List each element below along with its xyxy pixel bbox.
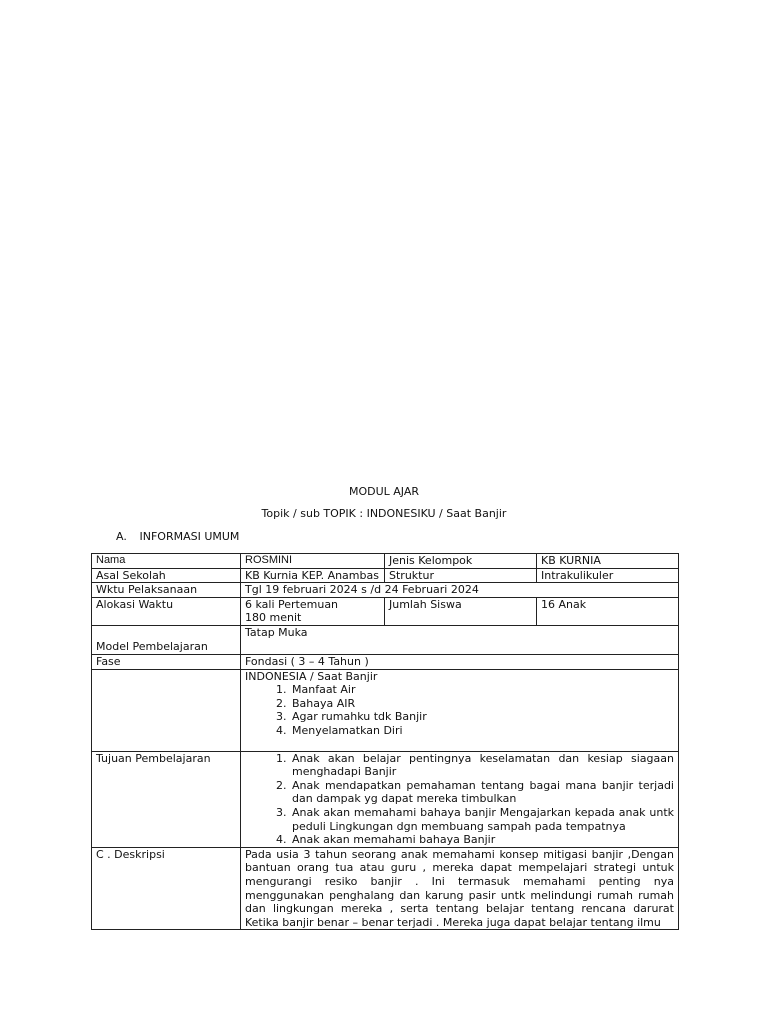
struktur-value: Intrakulikuler — [537, 568, 679, 583]
asal-value: KB Kurnia KEP. Anambas — [241, 568, 385, 583]
table-row — [92, 583, 679, 598]
table-row — [92, 751, 679, 847]
table-row — [92, 654, 679, 669]
tujuan-cell — [241, 751, 679, 847]
table-row — [92, 554, 679, 569]
model-label-cell — [92, 625, 241, 654]
waktu-value: Tgl 19 februari 2024 s /d 24 Februari 2024 — [241, 583, 679, 598]
topik-label-cell — [92, 669, 241, 751]
list-item: 2. Bahaya AIR — [290, 697, 674, 711]
alokasi-label: Alokasi Waktu — [92, 597, 241, 625]
jumlah-label: Jumlah Siswa — [385, 597, 537, 625]
alokasi-line2: 180 menit — [245, 611, 302, 625]
list-item: 4. Menyelamatkan Diri — [290, 724, 674, 738]
asal-label: Asal Sekolah — [92, 568, 241, 583]
struktur-label: Struktur — [385, 568, 537, 583]
topik-list — [245, 683, 674, 737]
list-item: 3. Agar rumahku tdk Banjir — [290, 710, 674, 724]
deskripsi-text: Pada usia 3 tahun seorang anak memahami konsep mitigasi banjir ,Dengan bantuan orang tua atau guru , mereka dapat mempelajari strategi untuk mengurangi resiko banjir . Ini termasuk memahami penting nya menggunakan penghalang dan karung pasir untk melindungi rumah rumah dan lingkungan mereka , serta tentang belajar tentang rencana darurat Ketika banjir benar – benar terjadi . Mereka juga dapat belajar tentang ilmu — [241, 847, 679, 930]
list-item: 1. Anak akan belajar pentingnya keselamatan dan kesiap siagaan menghadapi Banjir — [290, 752, 674, 779]
model-label: Model Pembelajaran — [96, 640, 208, 654]
topik-cell — [241, 669, 679, 751]
list-item: 1. Manfaat Air — [290, 683, 674, 697]
jumlah-value: 16 Anak — [537, 597, 679, 625]
table-row — [92, 669, 679, 751]
nama-label: Nama — [92, 554, 241, 569]
model-value: Tatap Muka — [241, 625, 679, 654]
nama-value: ROSMINI — [241, 554, 385, 569]
list-item: 4. Anak akan memahami bahaya Banjir — [290, 833, 674, 847]
tujuan-list — [245, 752, 674, 847]
table-row — [92, 568, 679, 583]
fase-label: Fase — [92, 654, 241, 669]
section-letter: A. — [116, 530, 127, 543]
document-topic: Topik / sub TOPIK : INDONESIKU / Saat Banjir — [261, 507, 507, 520]
jenis-value: KB KURNIA — [537, 554, 679, 569]
table-row — [92, 625, 679, 654]
table-row — [92, 597, 679, 625]
alokasi-value — [241, 597, 385, 625]
list-item: 2. Anak mendapatkan pemahaman tentang bagai mana banjir terjadi dan dampak yg dapat mereka timbulkan — [290, 779, 674, 806]
list-item: 3. Anak akan memahami bahaya banjir Mengajarkan kepada anak untk peduli Lingkungan dgn membuang sampah pada tempatnya — [290, 806, 674, 833]
table-row — [92, 847, 679, 930]
jenis-label: Jenis Kelompok — [385, 554, 537, 569]
document-title: MODUL AJAR — [348, 485, 420, 498]
tujuan-label: Tujuan Pembelajaran — [92, 751, 241, 847]
waktu-label: Wktu Pelaksanaan — [92, 583, 241, 598]
info-table — [91, 553, 679, 930]
section-title: INFORMASI UMUM — [139, 530, 240, 543]
topik-heading: INDONESIA / Saat Banjir — [245, 669, 378, 683]
alokasi-line1: 6 kali Pertemuan — [245, 597, 339, 611]
deskripsi-label: C . Deskripsi — [92, 847, 241, 930]
section-heading — [116, 530, 239, 543]
fase-value: Fondasi ( 3 – 4 Tahun ) — [241, 654, 679, 669]
